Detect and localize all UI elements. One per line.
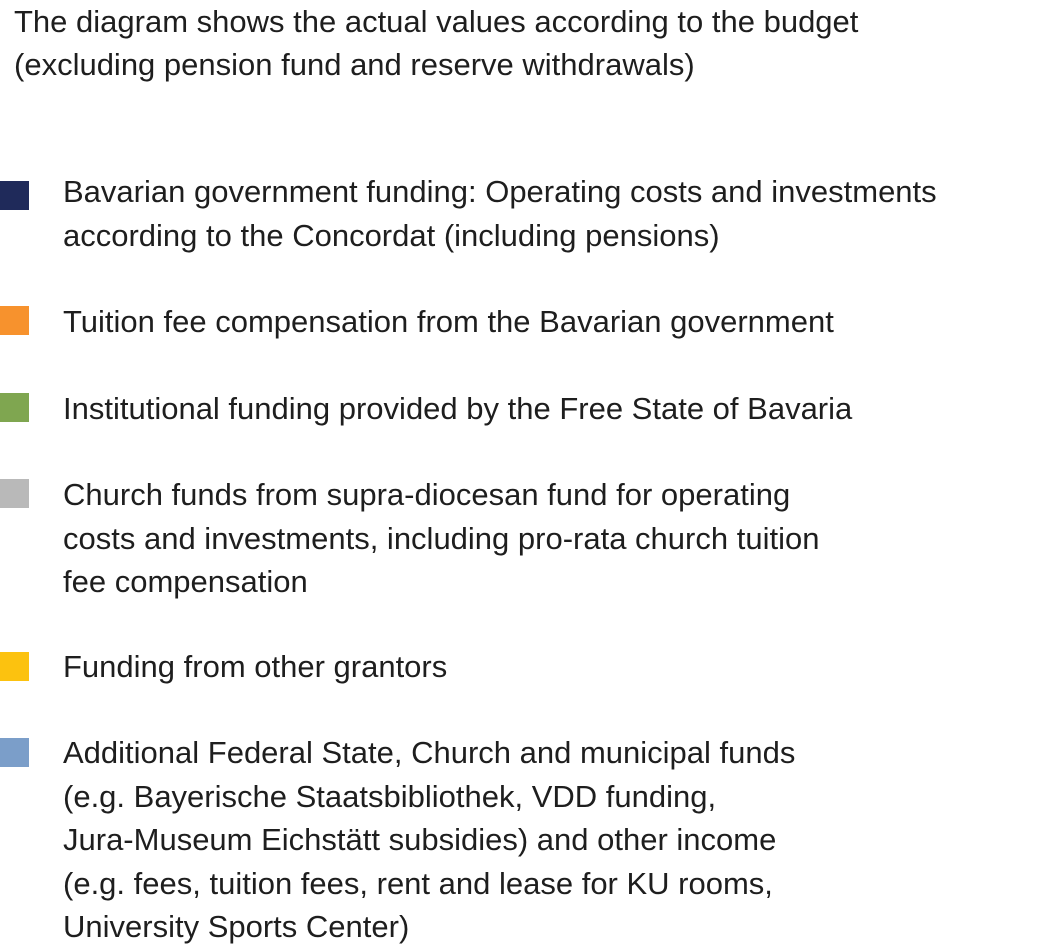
legend-label-line: Funding from other grantors xyxy=(63,649,448,684)
legend-swatch xyxy=(0,393,29,422)
legend-label xyxy=(63,645,447,689)
legend-label-line: costs and investments, including pro-rata church tuition xyxy=(63,520,820,556)
legend-swatch xyxy=(0,306,29,335)
legend-label-line: Institutional funding provided by the Free State of Bavaria xyxy=(63,391,853,426)
legend-label-line: Additional Federal State, Church and municipal funds xyxy=(63,735,796,770)
legend-label xyxy=(63,170,937,257)
legend-label-line: according to the Concordat (including pensions) xyxy=(63,217,720,253)
intro-line: The diagram shows the actual values according to the budget xyxy=(14,4,859,39)
legend-label xyxy=(63,300,834,344)
legend-label-line: University Sports Center) xyxy=(63,909,410,944)
legend-swatch xyxy=(0,181,29,210)
legend-label-line: Jura-Museum Eichstätt subsidies) and other income xyxy=(63,822,777,857)
legend-label-line: Bavarian government funding: Operating costs and investments xyxy=(63,174,937,209)
legend-label-line: Church funds from supra-diocesan fund for operating xyxy=(63,477,791,512)
legend-label xyxy=(63,473,819,604)
intro-line: (excluding pension fund and reserve withdrawals) xyxy=(14,47,695,82)
legend-swatch xyxy=(0,738,29,767)
legend-label-line: (e.g. Bayerische Staatsbibliothek, VDD funding, xyxy=(63,778,717,814)
legend-label-line: Tuition fee compensation from the Bavarian government xyxy=(63,304,834,339)
legend-swatch xyxy=(0,479,29,508)
legend-label xyxy=(63,387,852,431)
legend-label xyxy=(63,731,795,949)
legend-label-line: fee compensation xyxy=(63,564,308,599)
legend-label-line: (e.g. fees, tuition fees, rent and lease for KU rooms, xyxy=(63,865,773,901)
legend-swatch xyxy=(0,652,29,681)
